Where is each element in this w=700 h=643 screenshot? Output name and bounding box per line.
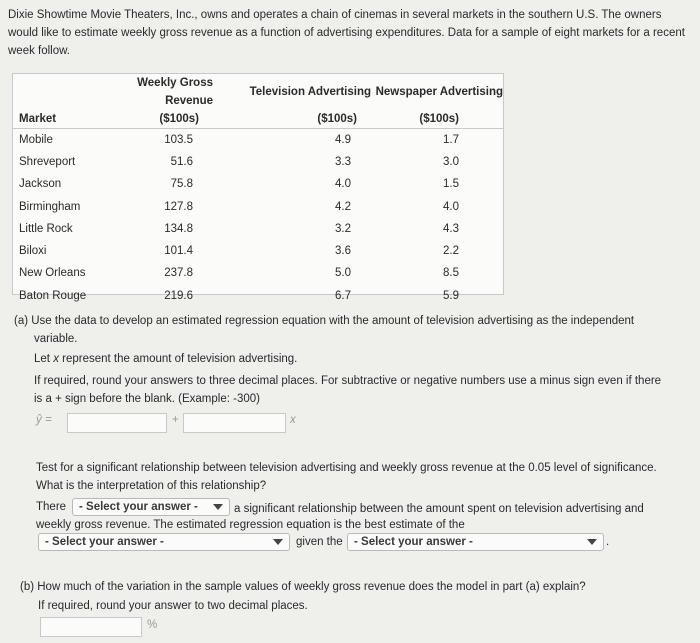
test-line4: weekly gross revenue. The estimated regression equation is the best estimate of the xyxy=(36,519,465,531)
slope-input[interactable] xyxy=(183,413,286,433)
table-row: Biloxi 101.4 3.6 2.2 xyxy=(19,245,459,258)
table-row: Shreveport 51.6 3.3 3.0 xyxy=(19,155,459,168)
intercept-input[interactable] xyxy=(67,413,167,433)
header-np-unit: ($100s) xyxy=(371,110,503,129)
there-label: There xyxy=(36,501,67,513)
estimate-of-select[interactable]: - Select your answer - xyxy=(38,533,290,551)
chevron-down-icon xyxy=(273,539,283,545)
chevron-down-icon xyxy=(587,539,597,545)
period: . xyxy=(606,536,610,548)
plus-sign: + xyxy=(172,414,179,426)
header-rev: Weekly Gross Revenue xyxy=(137,77,213,107)
round-note-a: If required, round your answers to three decimal places. For subtractive or negative numbers use a minus sign even if there is a + sign before the blank. (Example: -300) xyxy=(34,375,662,405)
r-squared-input[interactable] xyxy=(40,617,142,637)
table-row: Little Rock 134.8 3.2 4.3 xyxy=(19,222,459,235)
significance-select[interactable]: - Select your answer - xyxy=(72,498,230,516)
table-row: Baton Rouge 219.6 6.7 5.9 xyxy=(19,289,459,302)
header-tv-unit: ($100s) xyxy=(213,110,371,129)
header-rev-unit: ($100s) xyxy=(119,110,213,129)
x-variable: x xyxy=(290,414,296,426)
test-question: Test for a significant relationship between television advertising and weekly gross revenue at the 0.05 level of significance. What is the interpretation of this relationship? xyxy=(36,462,657,492)
table-row: Mobile 103.5 4.9 1.7 xyxy=(19,133,459,146)
round-note-b: If required, round your answer to two decimal places. xyxy=(38,600,308,612)
part-b-label: (b) How much of the variation in the sample values of weekly gross revenue does the model in part (a) explain? xyxy=(20,581,586,593)
test-after-select: a significant relationship between the amount spent on television advertising and xyxy=(234,503,644,515)
table-row: Jackson 75.8 4.0 1.5 xyxy=(19,178,459,191)
header-np: Newspaper Advertising xyxy=(375,86,503,98)
chevron-down-icon xyxy=(213,504,223,510)
given-the-label: given the xyxy=(296,536,343,548)
table-row: New Orleans 237.8 5.0 8.5 xyxy=(19,267,459,280)
header-tv: Television Advertising xyxy=(249,86,371,98)
let-x-note: Let x represent the amount of television advertising. xyxy=(34,353,298,365)
percent-sign: % xyxy=(147,619,158,631)
given-select[interactable]: - Select your answer - xyxy=(347,533,604,551)
header-market: Market xyxy=(13,110,119,129)
problem-intro: Dixie Showtime Movie Theaters, Inc., owns and operates a chain of cinemas in several markets in the southern U.S. The owners would like to estimate weekly gross revenue as a function of advertising expenditures. Data for a sample of eight markets for a recent week follow. xyxy=(8,9,685,57)
part-a-label: (a) Use the data to develop an estimated regression equation with the amount of television advertising as the independent variable. xyxy=(14,315,635,345)
table-row: Birmingham 127.8 4.2 4.0 xyxy=(19,200,459,213)
data-table xyxy=(12,73,504,302)
yhat-label: ŷ = xyxy=(36,414,52,426)
